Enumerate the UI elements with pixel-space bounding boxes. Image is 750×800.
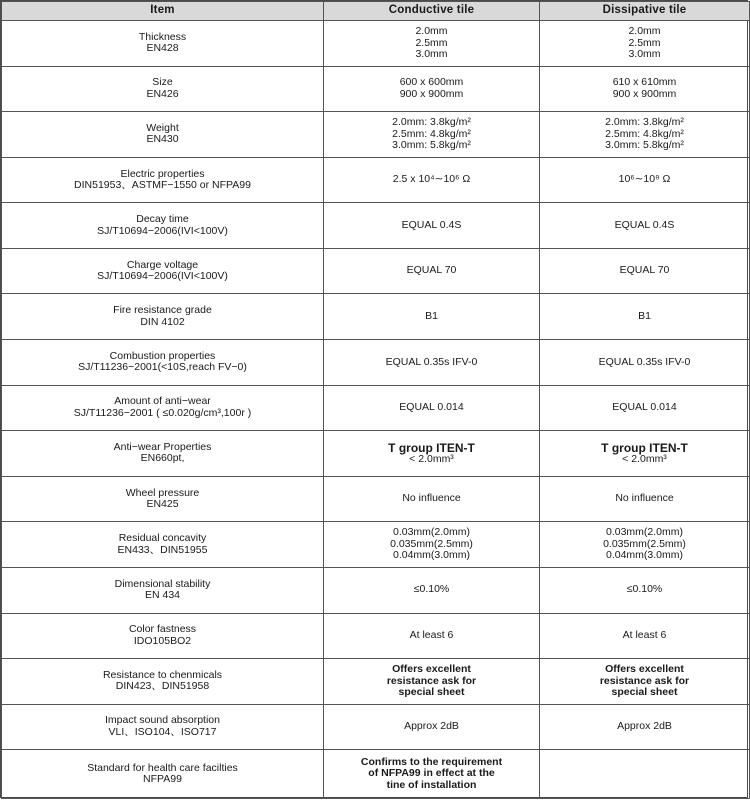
item-cell (2, 66, 324, 112)
dissipative-value-cell (540, 659, 750, 705)
conductive-value-cell (324, 248, 540, 294)
conductive-value-cell (324, 476, 540, 522)
item-name: Thickness (138, 30, 187, 43)
dissipative-value: 0.03mm(2.0mm) (605, 526, 683, 539)
conductive-value: No influence (402, 492, 461, 505)
conductive-value: 0.04mm(3.0mm) (392, 549, 470, 562)
dissipative-value: 0.04mm(3.0mm) (605, 549, 683, 562)
conductive-value: 2.5 x 10⁴∼10⁶ Ω (392, 173, 471, 186)
dissipative-value: 3.0mm (628, 48, 661, 61)
dissipative-value: B1 (638, 310, 651, 322)
conductive-value: 3.0mm (415, 48, 448, 61)
item-name: Weight (146, 121, 179, 134)
item-cell (2, 659, 324, 705)
dissipative-value-cell (540, 203, 750, 249)
table-row (2, 431, 750, 477)
conductive-value: 600 x 600mm (399, 76, 464, 89)
conductive-value: 3.0mm: 5.8kg/m² (392, 139, 471, 152)
dissipative-value-cell (540, 613, 750, 659)
item-name: Electric properties (120, 167, 205, 180)
conductive-value-cell (324, 112, 540, 158)
dissipative-value-cell (540, 157, 750, 203)
dissipative-value-cell (540, 567, 750, 613)
conductive-value: < 2.0mm³ (409, 452, 454, 465)
conductive-value: 2.0mm: 3.8kg/m² (392, 116, 471, 129)
table-row (2, 157, 750, 203)
conductive-value-cell (324, 704, 540, 750)
dissipative-value-cell (540, 704, 750, 750)
conductive-value: resistance ask for (386, 674, 477, 687)
item-standard: VLI、ISO104、ISO717 (108, 725, 217, 738)
dissipative-value: 10⁶∼10⁹ Ω (618, 173, 671, 186)
header-dissipative: Dissipative tile (540, 2, 750, 21)
item-cell (2, 750, 324, 799)
conductive-value: special sheet (398, 686, 465, 699)
conductive-value: 2.5mm (415, 36, 448, 49)
dissipative-value-cell (540, 340, 750, 386)
dissipative-value: Offers excellent (605, 663, 684, 676)
conductive-value: 900 x 900mm (399, 87, 464, 100)
conductive-value: B1 (425, 310, 438, 322)
conductive-value-cell (324, 385, 540, 431)
dissipative-value: < 2.0mm³ (622, 452, 667, 465)
spec-table (1, 1, 750, 799)
dissipative-value: resistance ask for (599, 674, 690, 687)
item-cell (2, 704, 324, 750)
conductive-value-cell (324, 157, 540, 203)
conductive-value-cell (324, 522, 540, 568)
item-name: Anti−wear Properties (113, 440, 212, 453)
table-row (2, 294, 750, 340)
conductive-value-cell (324, 659, 540, 705)
item-cell (2, 476, 324, 522)
item-standard: EN 434 (144, 589, 181, 602)
header-conductive: Conductive tile (324, 2, 540, 21)
conductive-value: Confirms to the requirement (360, 755, 503, 768)
item-standard: EN425 (146, 498, 179, 511)
conductive-value-cell (324, 294, 540, 340)
item-cell (2, 294, 324, 340)
table-row (2, 476, 750, 522)
dissipative-value-cell (540, 21, 750, 67)
item-standard: EN433、DIN51955 (117, 543, 208, 556)
item-cell (2, 21, 324, 67)
conductive-value-cell (324, 431, 540, 477)
item-standard: EN426 (146, 87, 179, 100)
item-standard: DIN51953、ASTMF−1550 or NFPA99 (74, 179, 251, 192)
item-name: Fire resistance grade (113, 304, 212, 317)
table-row (2, 704, 750, 750)
dissipative-value-cell (540, 112, 750, 158)
table-row (2, 66, 750, 112)
table-row (2, 522, 750, 568)
item-name: Wheel pressure (125, 486, 200, 499)
conductive-value-cell (324, 567, 540, 613)
conductive-value: EQUAL 0.014 (399, 401, 464, 414)
item-cell (2, 203, 324, 249)
dissipative-value: T group ITEN-T (601, 440, 688, 455)
dissipative-value-cell (540, 66, 750, 112)
item-cell (2, 567, 324, 613)
dissipative-value: 900 x 900mm (612, 87, 677, 100)
item-standard: EN660pt, (140, 452, 185, 465)
conductive-value: 2.5mm: 4.8kg/m² (392, 127, 471, 140)
dissipative-value: Approx 2dB (617, 720, 672, 733)
dissipative-value: ≤0.10% (626, 583, 663, 596)
item-cell (2, 385, 324, 431)
table-row (2, 659, 750, 705)
item-standard: IDO105BO2 (133, 634, 192, 647)
dissipative-value: 2.0mm (628, 25, 661, 38)
dissipative-value: 3.0mm: 5.8kg/m² (605, 139, 684, 152)
item-standard: EN428 (146, 42, 179, 55)
item-name: Dimensional stability (114, 577, 211, 590)
dissipative-value: special sheet (611, 686, 678, 699)
conductive-value-cell (324, 21, 540, 67)
dissipative-value: No influence (615, 492, 674, 505)
item-name: Impact sound absorption (105, 714, 220, 727)
table-row (2, 112, 750, 158)
table-row (2, 340, 750, 386)
item-name: Size (152, 76, 173, 89)
item-standard: SJ/T11236−2001(<10S,reach FV−0) (78, 361, 247, 374)
dissipative-value: 0.035mm(2.5mm) (603, 537, 686, 550)
conductive-value-cell (324, 750, 540, 799)
item-standard: SJ/T11236−2001 ( ≤0.020g/cm³,100r ) (73, 406, 252, 419)
item-standard: SJ/T10694−2006(IVI<100V) (97, 224, 228, 237)
conductive-value: T group ITEN-T (388, 440, 475, 455)
conductive-value: of NFPA99 in effect at the (368, 767, 495, 780)
conductive-value: ≤0.10% (413, 583, 450, 596)
dissipative-value: 2.0mm: 3.8kg/m² (605, 116, 684, 129)
conductive-value: tine of installation (386, 778, 477, 791)
conductive-value-cell (324, 203, 540, 249)
dissipative-value: 610 x 610mm (612, 76, 677, 89)
header-item: Item (2, 2, 324, 21)
dissipative-value-cell (540, 476, 750, 522)
table-row (2, 613, 750, 659)
item-name: Combustion properties (109, 349, 216, 362)
conductive-value: EQUAL 70 (406, 264, 457, 277)
conductive-value: EQUAL 0.35s IFV-0 (385, 355, 478, 368)
item-standard: SJ/T10694−2006(IVI<100V) (97, 270, 228, 283)
item-cell (2, 112, 324, 158)
dissipative-value-cell (540, 522, 750, 568)
conductive-value-cell (324, 66, 540, 112)
item-name: Color fastness (128, 623, 197, 636)
item-standard: NFPA99 (143, 773, 182, 786)
item-name: Decay time (136, 213, 189, 226)
conductive-value: Offers excellent (392, 663, 471, 676)
item-cell (2, 522, 324, 568)
dissipative-value-cell (540, 385, 750, 431)
dissipative-value: EQUAL 70 (619, 264, 670, 277)
dissipative-value: At least 6 (622, 629, 667, 642)
conductive-value-cell (324, 613, 540, 659)
dissipative-value: EQUAL 0.35s IFV-0 (598, 355, 691, 368)
item-cell (2, 248, 324, 294)
item-cell (2, 340, 324, 386)
conductive-value: 2.0mm (415, 25, 448, 38)
item-standard: DIN 4102 (140, 315, 185, 328)
item-standard: EN430 (146, 133, 179, 146)
item-cell (2, 157, 324, 203)
dissipative-value-cell (540, 750, 750, 799)
table-row (2, 567, 750, 613)
conductive-value: At least 6 (409, 629, 454, 642)
item-cell (2, 431, 324, 477)
conductive-value: 0.035mm(2.5mm) (390, 537, 473, 550)
table-row (2, 203, 750, 249)
conductive-value: 0.03mm(2.0mm) (392, 526, 470, 539)
dissipative-value-cell (540, 294, 750, 340)
item-name: Amount of anti−wear (114, 395, 211, 408)
dissipative-value-cell (540, 431, 750, 477)
dissipative-value: EQUAL 0.4S (614, 218, 675, 231)
item-name: Residual concavity (118, 532, 207, 545)
dissipative-value: 2.5mm: 4.8kg/m² (605, 127, 684, 140)
item-name: Standard for health care facilties (87, 761, 238, 774)
item-name: Charge voltage (126, 258, 199, 271)
item-name: Resistance to chenmicals (102, 668, 223, 681)
table-row (2, 750, 750, 799)
table-row (2, 385, 750, 431)
dissipative-value-cell (540, 248, 750, 294)
table-row (2, 21, 750, 67)
header-row (2, 2, 750, 21)
conductive-value-cell (324, 340, 540, 386)
dissipative-value: EQUAL 0.014 (612, 401, 677, 414)
conductive-value: EQUAL 0.4S (401, 218, 462, 231)
conductive-value: Approx 2dB (404, 720, 459, 733)
item-standard: DIN423、DIN51958 (115, 680, 210, 693)
dissipative-value: 2.5mm (628, 36, 661, 49)
table-row (2, 248, 750, 294)
item-cell (2, 613, 324, 659)
